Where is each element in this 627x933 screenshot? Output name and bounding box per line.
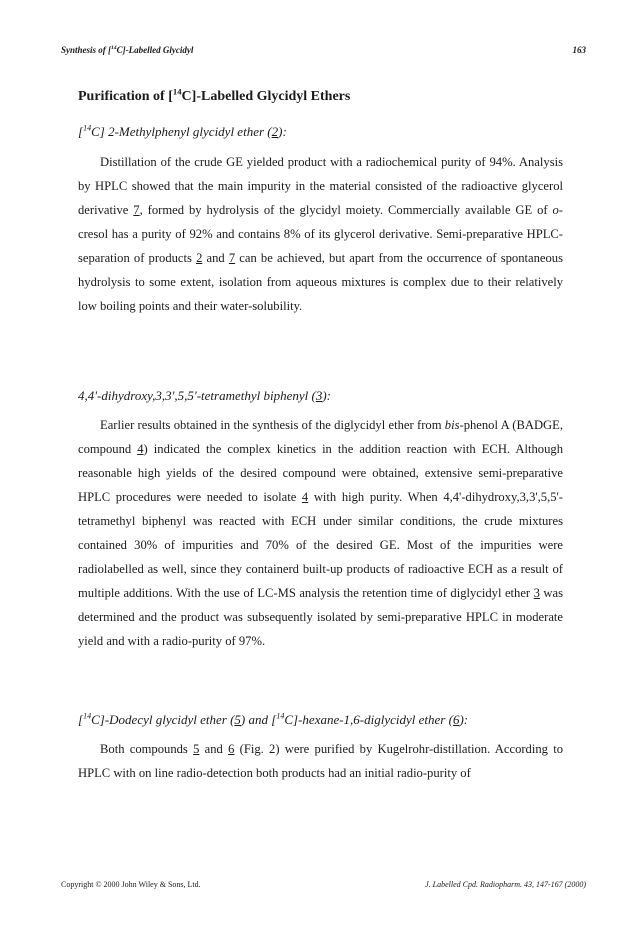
compound-ref: 7 xyxy=(228,251,236,265)
sub1-pre: [ xyxy=(78,124,84,139)
compound-ref: 6 xyxy=(452,712,460,727)
para1-text-5: can be achieved, but apart from the occurrence of spontaneous hydrolysis to some extent, isolation from aqueous mixtures is complex due to their relatively low boiling points and their water-solubility. xyxy=(78,251,563,313)
subheading-dodecyl-hexane xyxy=(78,712,468,728)
section-title-isotope: 14 xyxy=(172,86,182,97)
para3-text-1: Both compounds xyxy=(100,742,194,756)
running-head-title-pre: Synthesis of [ xyxy=(61,45,112,55)
subheading-methylphenyl xyxy=(78,124,287,140)
compound-ref: 3 xyxy=(315,388,323,403)
compound-ref: 7 xyxy=(133,203,140,217)
para2-text-4: with high purity. When 4,4'-dihydroxy,3,3',5,5'-tetramethyl biphenyl was reacted with ECH under similar conditions, the crude mixtures contained 30% of impurities and 70% of the desired GE. Most of the impurities were radiolabelled as well, since they containerd built-up products of radioactive ECH as a result of multiple additions. With the use of LC-MS analysis the retention time of diglycidyl ether xyxy=(78,490,563,600)
para3-text-3: (Fig. 2) were purified by Kugelrohr-distillation. According to HPLC with on line radio-detection both products had an initial radio-purity of xyxy=(78,742,564,780)
running-head-title-post: C]-Labelled Glycidyl xyxy=(116,45,194,55)
sub1-text: C] 2-Methylphenyl glycidyl ether ( xyxy=(91,124,272,139)
sub1-isotope: 14 xyxy=(83,123,92,133)
paragraph-methylphenyl xyxy=(78,150,563,318)
running-head-title xyxy=(61,45,193,55)
compound-ref: 6 xyxy=(228,742,235,756)
para2-text-3: ) indicated the complex kinetics in the addition reaction with ECH. Although reasonable high yields of the desired compound were obtained, extensive semi-preparative HPLC procedures were needed to isolate xyxy=(78,442,563,504)
para2-text-5: was determined and the product was subsequently isolated by semi-preparative HPLC in moderate yield and with a radio-purity of 97%. xyxy=(78,586,563,648)
section-title xyxy=(78,86,351,105)
para1-italic: o xyxy=(552,203,559,217)
subheading-biphenyl xyxy=(78,388,331,404)
sub3-isotope-1: 14 xyxy=(83,711,92,721)
para1-text-1: Distillation of the crude GE yielded product with a radiochemical purity of 94%. Analysis by HPLC showed that the main impurity in the material consisted of the radioactive glycerol derivative xyxy=(78,155,563,217)
para1-text-2: , formed by hydrolysis of the glycidyl moiety. Commercially available GE of xyxy=(139,203,553,217)
page-number: 163 xyxy=(572,45,586,55)
sub3-e: ): xyxy=(459,712,469,727)
compound-ref: 3 xyxy=(533,586,540,600)
sub2-post: ): xyxy=(322,388,331,403)
para1-text-4: and xyxy=(202,251,229,265)
para2-text-2: -phenol A (BADGE, compound xyxy=(78,418,563,456)
sub3-isotope-2: 14 xyxy=(276,711,285,721)
running-head xyxy=(61,45,586,59)
para2-text-1: Earlier results obtained in the synthesis of the diglycidyl ether from xyxy=(100,418,445,432)
section-title-pre: Purification of [ xyxy=(78,89,173,104)
compound-ref: 2 xyxy=(196,251,203,265)
sub3-a: [ xyxy=(78,712,84,727)
sub3-b: C]-Dodecyl glycidyl ether ( xyxy=(91,712,235,727)
compound-ref: 5 xyxy=(234,712,241,727)
paragraph-dodecyl-hexane xyxy=(78,737,563,785)
para3-text-2: and xyxy=(199,742,229,756)
journal-citation: J. Labelled Cpd. Radiopharm. 43, 147-167 (2000) xyxy=(425,880,586,889)
paragraph-biphenyl xyxy=(78,413,563,653)
copyright-notice: Copyright © 2000 John Wiley & Sons, Ltd. xyxy=(61,880,201,889)
sub3-d: C]-hexane-1,6-diglycidyl ether ( xyxy=(284,712,453,727)
compound-ref: 4 xyxy=(301,490,309,504)
compound-ref: 2 xyxy=(271,124,279,139)
compound-ref: 5 xyxy=(193,742,200,756)
running-head-isotope: 14 xyxy=(111,45,117,51)
page-footer xyxy=(61,880,586,892)
para1-text-3: -cresol has a purity of 92% and contains 8% of its glycerol derivative. Semi-preparative HPLC-separation of products xyxy=(78,203,563,265)
section-title-post: C]-Labelled Glycidyl Ethers xyxy=(181,89,351,104)
para2-italic: bis xyxy=(444,418,460,432)
compound-ref: 4 xyxy=(137,442,144,456)
sub1-post: ): xyxy=(278,124,287,139)
sub2-text: 4,4'-dihydroxy,3,3',5,5'-tetramethyl biphenyl ( xyxy=(78,388,316,403)
sub3-c: ) and [ xyxy=(240,712,277,727)
